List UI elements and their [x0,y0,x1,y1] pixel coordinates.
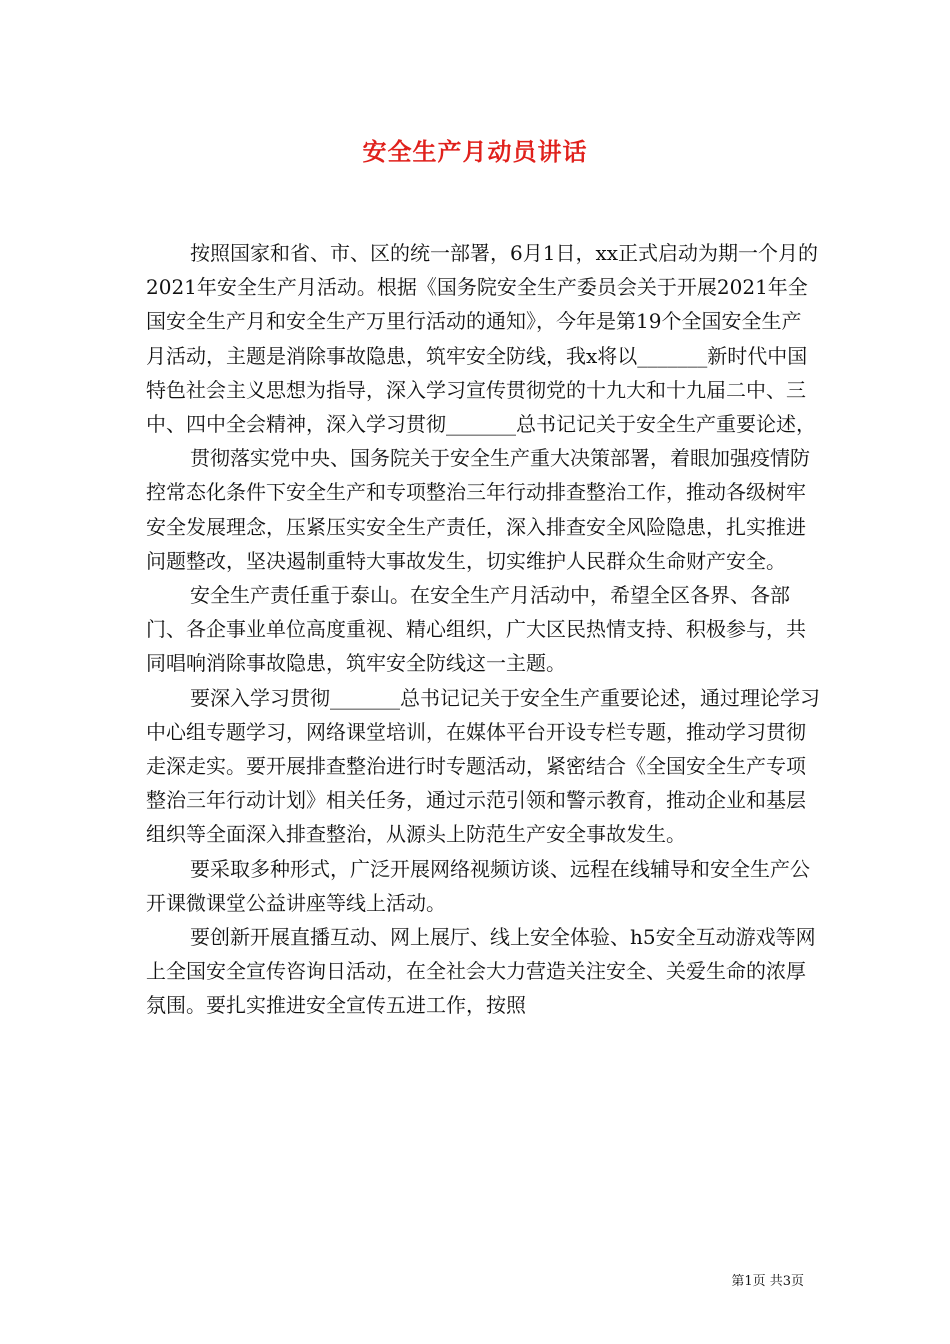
paragraph-2: 贯彻落实党中央、国务院关于安全生产重大决策部署，着眼加强疫情防控常态化条件下安全生产和专项整治三年行动排查整治工作，推动各级树牢安全发展理念，压紧压实安全生产责任，深入排查安全风险隐患，扎实推进问题整改，坚决遏制重特大事故发生，切实维护人民群众生命财产安全。 [146,446,810,573]
paragraph-5: 要采取多种形式，广泛开展网络视频访谈、远程在线辅导和安全生产公开课微课堂公益讲座等线上活动。 [146,856,810,915]
document-body [146,236,820,1023]
paragraph-1: 按照国家和省、市、区的统一部署，6月1日，xx正式启动为期一个月的2021年安全生产月活动。根据《国务院安全生产委员会关于开展2021年全国安全生产月和安全生产万里行活动的通知》，今年是第19个全国安全生产月活动，主题是消除事故隐患，筑牢安全防线，我x将以_______新时代中国特色社会主义思想为指导，深入学习宣传贯彻党的十九大和十九届二中、三中、四中全会精神，深入学习贯彻_______总书记记关于安全生产重要论述， [146,241,819,437]
paragraph-4: 要深入学习贯彻_______总书记记关于安全生产重要论述，通过理论学习中心组专题学习，网络课堂培训，在媒体平台开设专栏专题，推动学习贯彻走深走实。要开展排查整治进行时专题活动，紧密结合《全国安全生产专项整治三年行动计划》相关任务，通过示范引领和警示教育，推动企业和基层组织等全面深入排查整治，从源头上防范生产安全事故发生。 [146,685,820,847]
page-number-footer: 第1页 共3页 [731,1274,804,1289]
paragraph-6: 要创新开展直播互动、网上展厅、线上安全体验、h5安全互动游戏等网上全国安全宣传咨询日活动，在全社会大力营造关注安全、关爱生命的浓厚氛围。要扎实推进安全宣传五进工作，按照 [146,925,816,1018]
document-title: 安全生产月动员讲话 [362,137,588,166]
paragraph-3: 安全生产责任重于泰山。在安全生产月活动中，希望全区各界、各部门、各企事业单位高度重视、精心组织，广大区民热情支持、积极参与，共同唱响消除事故隐患，筑牢安全防线这一主题。 [146,583,806,676]
